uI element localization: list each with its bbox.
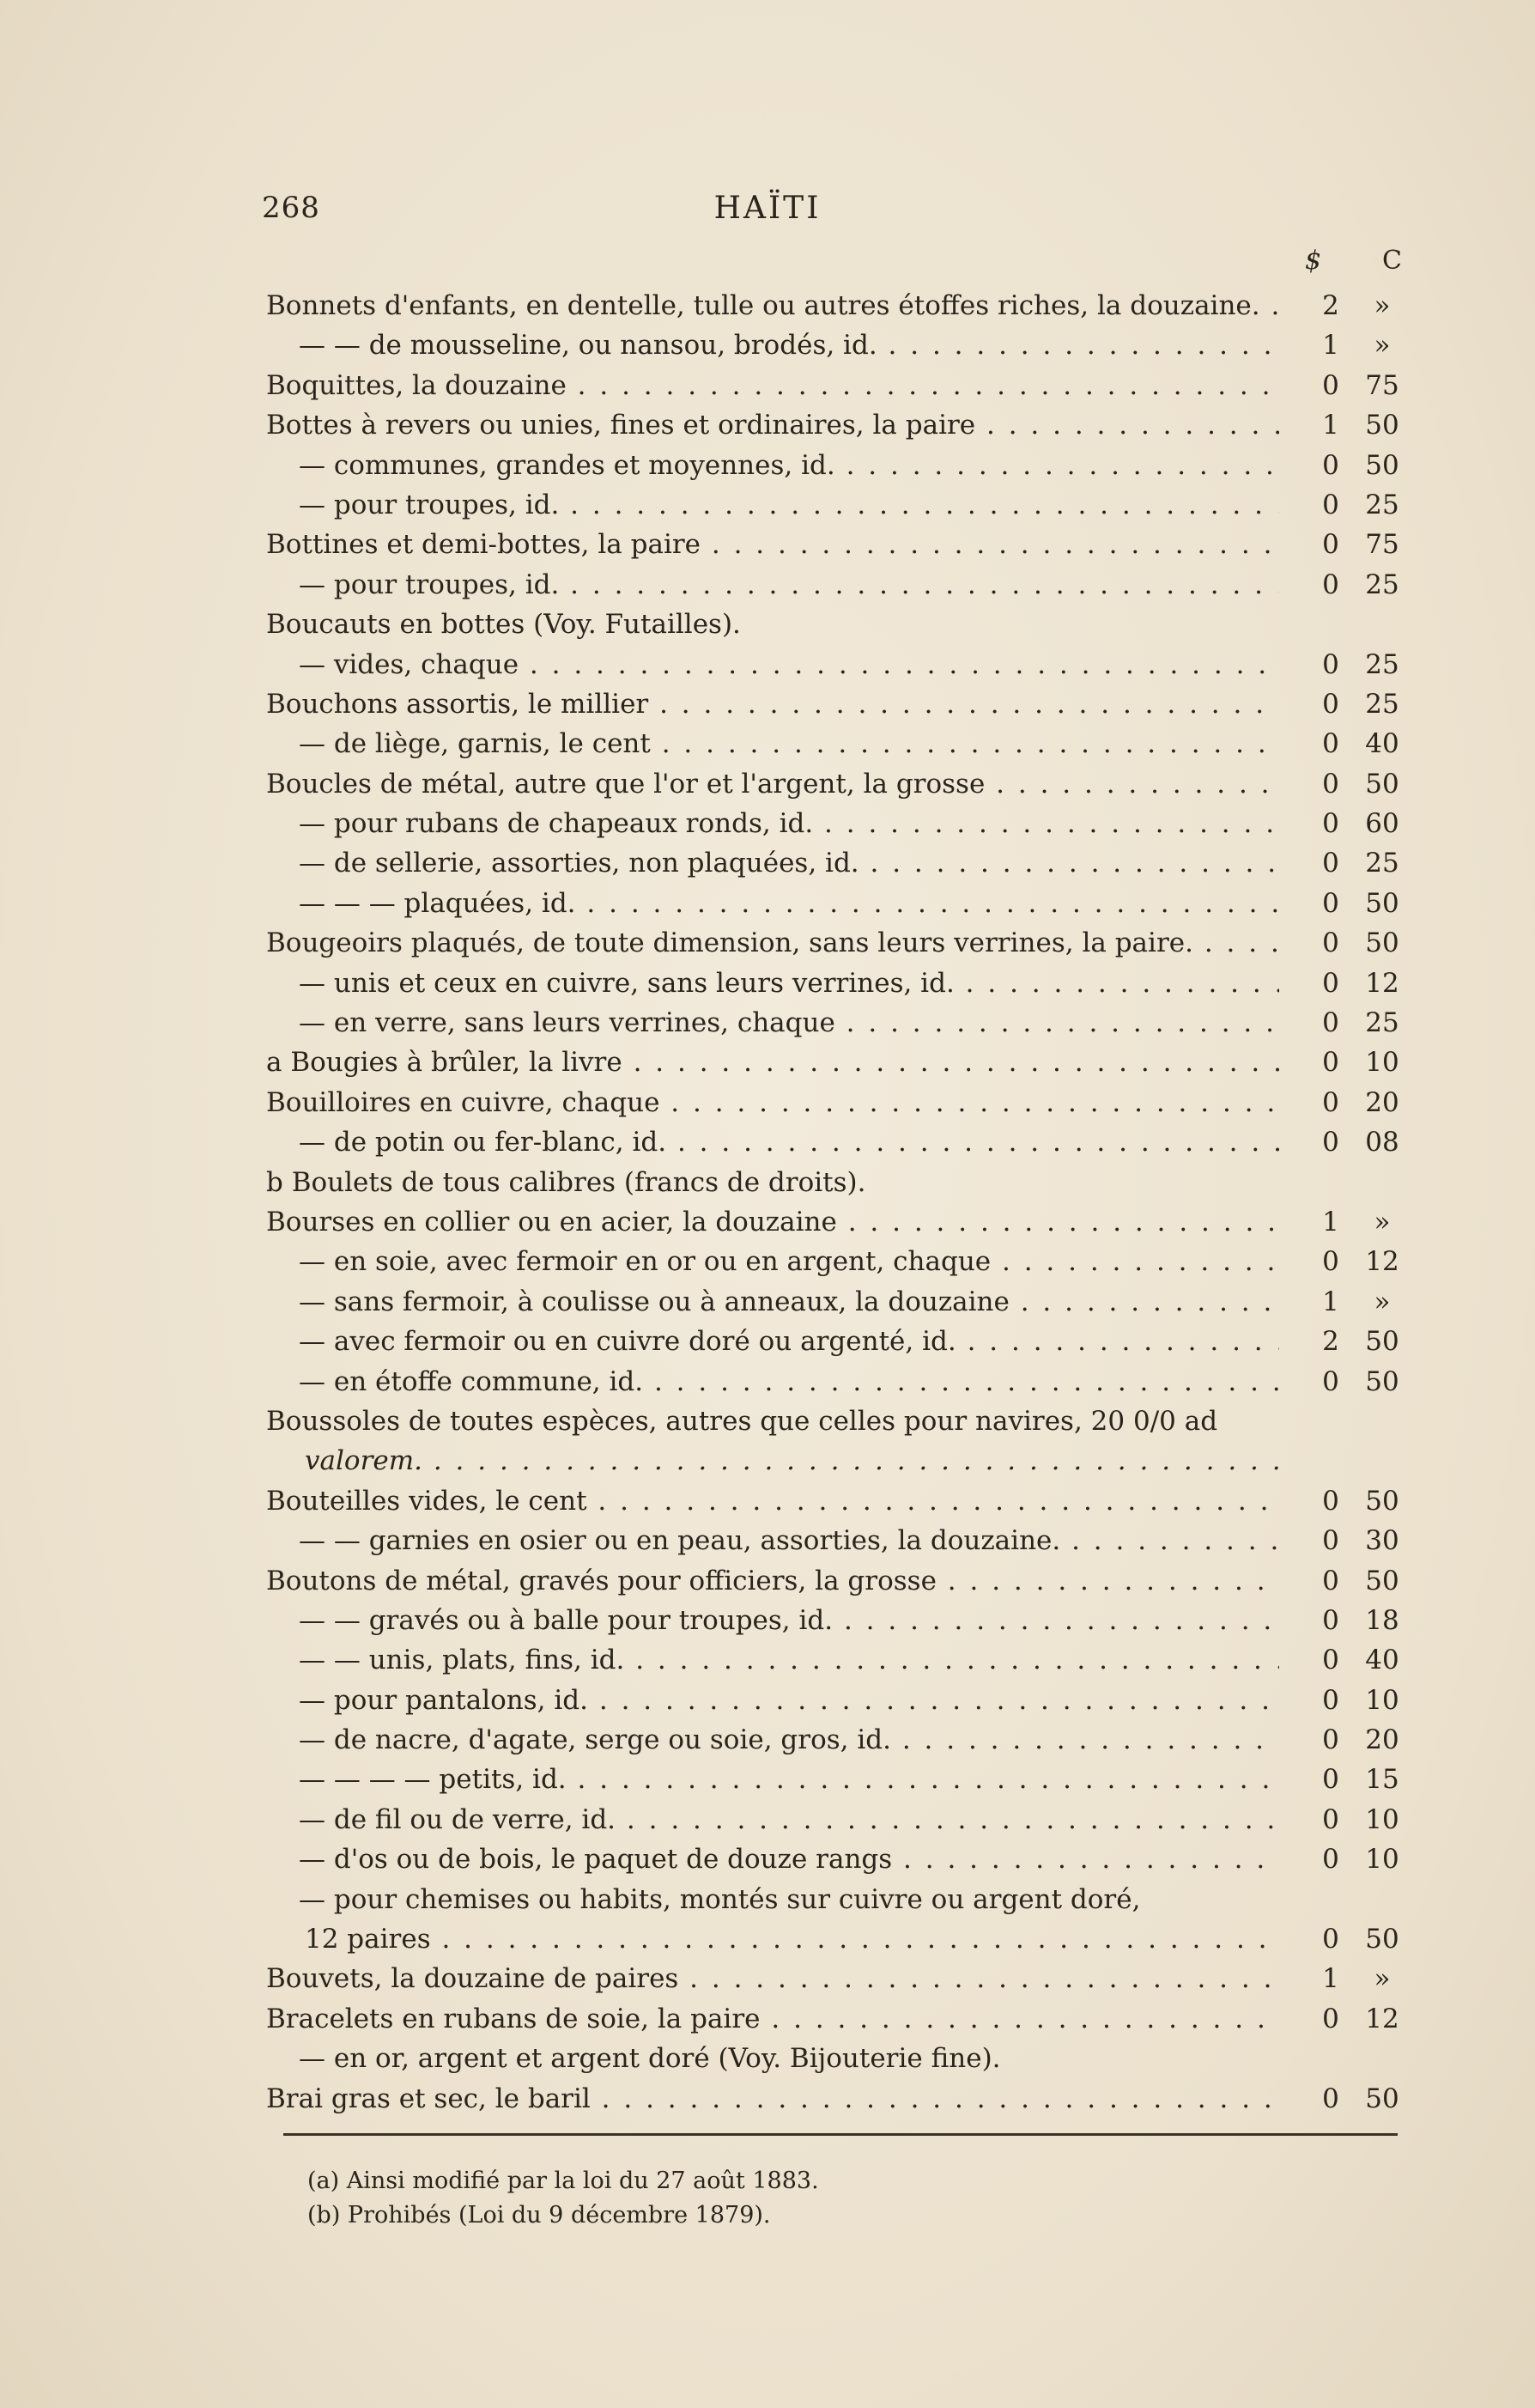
tariff-entry-row: [266, 605, 1399, 644]
entry-label: Boucles de métal, autre que l'or et l'argent, la grosse . . .: [266, 764, 1279, 804]
entry-cents: 50: [1365, 1565, 1399, 1596]
tariff-entry-row: [266, 1362, 1399, 1402]
tariff-entry-row: [266, 1163, 1399, 1202]
tariff-entry-row: [266, 964, 1399, 1003]
entry-cents: 60: [1365, 808, 1399, 840]
entry-dollars: 2: [1322, 290, 1339, 321]
entry-label: Boutons de métal, gravés pour officiers, la grosse . . .: [266, 1561, 1279, 1601]
tariff-entry-row: [266, 525, 1399, 564]
entry-cents: »: [1374, 1286, 1391, 1317]
entry-label: — pour pantalons, id. . . .: [299, 1681, 1279, 1720]
entry-label: — — garnies en osier ou en peau, assorties, la douzaine. . . .: [299, 1521, 1279, 1560]
entry-cents: 10: [1365, 1047, 1399, 1079]
tariff-entry-row: [266, 1640, 1399, 1680]
entry-label: Boucauts en bottes (Voy. Futailles).: [266, 609, 741, 641]
entry-cents: 50: [1365, 1326, 1399, 1358]
entry-label: Bouteilles vides, le cent . . .: [266, 1481, 1279, 1521]
footnote-rule: [283, 2133, 1398, 2136]
entry-cents: 50: [1365, 449, 1399, 481]
entry-dollars: 0: [1322, 848, 1339, 879]
entry-cents: 12: [1365, 1246, 1399, 1278]
tariff-entry-row: [266, 2039, 1399, 2078]
entry-label: Bonnets d'enfants, en dentelle, tulle ou autres étoffes riches, la douzaine. . . .: [266, 286, 1279, 325]
entry-label: — en étoffe commune, id. . . .: [299, 1362, 1279, 1402]
entry-dollars: 0: [1322, 2003, 1339, 2034]
entry-label: — communes, grandes et moyennes, id. . . .: [299, 446, 1279, 485]
entry-cents: 75: [1365, 529, 1399, 561]
tariff-entry-row: [266, 446, 1399, 485]
entry-cents: »: [1374, 330, 1391, 362]
entry-label: — de sellerie, assorties, non plaquées, id. . . .: [299, 843, 1279, 883]
page-number: 268: [262, 191, 320, 225]
cents-column-header: C: [1382, 246, 1402, 276]
entry-dollars: 1: [1322, 1286, 1339, 1317]
entry-dollars: 0: [1322, 1047, 1339, 1079]
tariff-entry-row: [266, 804, 1399, 843]
entry-label: — de fil ou de verre, id. . . .: [299, 1800, 1279, 1839]
entry-cents: 12: [1365, 967, 1399, 999]
entry-cents: 18: [1365, 1604, 1399, 1636]
entry-cents: 25: [1365, 569, 1399, 600]
entry-cents: »: [1374, 1206, 1391, 1237]
tariff-entry-row: [266, 1800, 1399, 1839]
entry-cents: »: [1374, 1963, 1391, 1995]
entry-dollars: 0: [1322, 1565, 1339, 1596]
entry-label: — d'os ou de bois, le paquet de douze rangs . . .: [299, 1839, 1279, 1879]
entry-dollars: 0: [1322, 1086, 1339, 1118]
entry-label: — pour troupes, id. . . .: [299, 565, 1279, 605]
entry-cents: 40: [1365, 728, 1399, 760]
tariff-entry-row: [266, 1521, 1399, 1560]
entry-dollars: 0: [1322, 529, 1339, 561]
entry-dollars: 1: [1322, 330, 1339, 362]
entry-cents: 20: [1365, 1086, 1399, 1118]
entry-cents: »: [1374, 290, 1391, 321]
tariff-entry-row: [266, 1003, 1399, 1043]
entry-label: Bouchons assortis, le millier . . .: [266, 684, 1279, 724]
entry-dollars: 0: [1322, 1645, 1339, 1676]
tariff-entry-row: [266, 1043, 1399, 1082]
entry-dollars: 0: [1322, 1007, 1339, 1039]
tariff-entry-row: [266, 1561, 1399, 1601]
entry-cents: 50: [1365, 2083, 1399, 2114]
tariff-entry-row: [266, 1202, 1399, 1242]
entry-cents: 25: [1365, 1007, 1399, 1039]
footnote-a: (a) Ainsi modifié par la loi du 27 août 1883.: [307, 2168, 819, 2194]
entry-cents: 50: [1365, 1485, 1399, 1517]
tariff-entry-row: [266, 1122, 1399, 1162]
entry-label: — de nacre, d'agate, serge ou soie, gros, id. . . .: [299, 1720, 1279, 1760]
entry-cents: 50: [1365, 1924, 1399, 1955]
entry-label: Bougeoirs plaqués, de toute dimension, sans leurs verrines, la paire. . . .: [266, 923, 1279, 963]
entry-label: — pour chemises ou habits, montés sur cuivre ou argent doré,: [299, 1883, 1141, 1915]
entry-label: — — gravés ou à balle pour troupes, id. . . .: [299, 1601, 1279, 1640]
entry-cents: 25: [1365, 489, 1399, 520]
entry-dollars: 0: [1322, 887, 1339, 919]
entry-cents: 25: [1365, 648, 1399, 680]
entry-dollars: 0: [1322, 648, 1339, 680]
tariff-entry-row: [266, 485, 1399, 525]
entry-cents: 10: [1365, 1684, 1399, 1716]
entry-label: — pour troupes, id. . . .: [299, 485, 1279, 525]
entry-dollars: 0: [1322, 1924, 1339, 1955]
entry-label: — — de mousseline, ou nansou, brodés, id. . . .: [299, 325, 1279, 365]
tariff-entry-row: [266, 1880, 1399, 1919]
entry-cents: 10: [1365, 1803, 1399, 1835]
tariff-entry-row: [266, 1282, 1399, 1322]
entry-dollars: 0: [1322, 1365, 1339, 1397]
entry-dollars: 0: [1322, 1724, 1339, 1756]
entry-label: Bourses en collier ou en acier, la douzaine . . .: [266, 1202, 1279, 1242]
entry-label: — en verre, sans leurs verrines, chaque . . .: [299, 1003, 1279, 1043]
entry-dollars: 0: [1322, 1844, 1339, 1876]
entry-dollars: 1: [1322, 410, 1339, 441]
entry-cents: 12: [1365, 2003, 1399, 2034]
entry-label: — — — — petits, id. . . .: [299, 1760, 1279, 1799]
entry-dollars: 0: [1322, 1485, 1339, 1517]
entry-dollars: 0: [1322, 728, 1339, 760]
entry-label: 12 paires . . .: [305, 1919, 1279, 1959]
entry-label: — avec fermoir ou en cuivre doré ou argenté, id. . . .: [299, 1322, 1279, 1361]
tariff-entry-row: [266, 1959, 1399, 1998]
entry-dollars: 0: [1322, 1246, 1339, 1278]
entry-label: — — unis, plats, fins, id. . . .: [299, 1640, 1279, 1680]
entry-label: Bouvets, la douzaine de paires . . .: [266, 1959, 1279, 1998]
tariff-entry-list: [266, 286, 1399, 2119]
entry-dollars: 0: [1322, 967, 1339, 999]
entry-label: — de potin ou fer-blanc, id. . . .: [299, 1122, 1279, 1162]
tariff-entry-row: [266, 1999, 1399, 2039]
entry-cents: 50: [1365, 887, 1399, 919]
entry-dollars: 0: [1322, 2083, 1339, 2114]
tariff-entry-row: [266, 565, 1399, 605]
entry-dollars: 0: [1322, 808, 1339, 840]
entry-label: — vides, chaque . . .: [299, 645, 1279, 684]
tariff-entry-row: [266, 1919, 1399, 1959]
tariff-entry-row: [266, 1481, 1399, 1521]
tariff-entry-row: [266, 1720, 1399, 1760]
tariff-entry-row: [266, 764, 1399, 804]
tariff-entry-row: [266, 884, 1399, 923]
tariff-entry-row: [266, 1083, 1399, 1122]
entry-label: Brai gras et sec, le baril . . .: [266, 2079, 1279, 2119]
entry-dollars: 0: [1322, 1525, 1339, 1557]
tariff-entry-row: [266, 1242, 1399, 1281]
entry-label: Boussoles de toutes espèces, autres que celles pour navires, 20 0/0 ad: [266, 1405, 1218, 1437]
tariff-entry-row: [266, 1839, 1399, 1879]
entry-label: — unis et ceux en cuivre, sans leurs verrines, id. . . .: [299, 964, 1279, 1003]
tariff-entry-row: [266, 645, 1399, 684]
tariff-entry-row: [266, 923, 1399, 963]
entry-cents: 20: [1365, 1724, 1399, 1756]
entry-cents: 15: [1365, 1764, 1399, 1796]
entry-dollars: 0: [1322, 369, 1339, 401]
entry-cents: 75: [1365, 369, 1399, 401]
entry-label: Bottes à revers ou unies, fines et ordinaires, la paire . . .: [266, 405, 1279, 445]
tariff-entry-row: [266, 1441, 1399, 1481]
entry-dollars: 0: [1322, 1764, 1339, 1796]
tariff-entry-row: [266, 1760, 1399, 1799]
tariff-entry-row: [266, 1601, 1399, 1640]
footnote-b: (b) Prohibés (Loi du 9 décembre 1879).: [307, 2202, 771, 2229]
entry-label: — en soie, avec fermoir en or ou en argent, chaque . . .: [299, 1242, 1279, 1281]
entry-dollars: 0: [1322, 1604, 1339, 1636]
tariff-entry-row: [266, 2079, 1399, 2119]
tariff-entry-row: [266, 325, 1399, 365]
entry-dollars: 0: [1322, 927, 1339, 959]
entry-label: — de liège, garnis, le cent . . .: [299, 724, 1279, 763]
entry-dollars: 0: [1322, 449, 1339, 481]
tariff-entry-row: [266, 684, 1399, 724]
tariff-entry-row: [266, 843, 1399, 883]
entry-dollars: 0: [1322, 688, 1339, 720]
entry-label: Bouilloires en cuivre, chaque . . .: [266, 1083, 1279, 1122]
entry-label: Boquittes, la douzaine . . .: [266, 366, 1279, 405]
entry-dollars: 0: [1322, 1684, 1339, 1716]
tariff-entry-row: [266, 1681, 1399, 1720]
tariff-entry-row: [266, 405, 1399, 445]
tariff-entry-row: [266, 1402, 1399, 1441]
entry-label: — — — plaquées, id. . . .: [299, 884, 1279, 923]
entry-dollars: 0: [1322, 569, 1339, 600]
entry-dollars: 1: [1322, 1963, 1339, 1995]
entry-cents: 40: [1365, 1645, 1399, 1676]
tariff-entry-row: [266, 366, 1399, 405]
entry-cents: 08: [1365, 1127, 1399, 1158]
entry-label: Bottines et demi-bottes, la paire . . .: [266, 525, 1279, 564]
tariff-entry-row: [266, 286, 1399, 325]
entry-cents: 50: [1365, 768, 1399, 800]
dollar-column-header: $: [1305, 246, 1322, 276]
entry-cents: 10: [1365, 1844, 1399, 1876]
entry-label: — pour rubans de chapeaux ronds, id. . . .: [299, 804, 1279, 843]
entry-label: — sans fermoir, à coulisse ou à anneaux, la douzaine . . .: [299, 1282, 1279, 1322]
entry-dollars: 0: [1322, 768, 1339, 800]
entry-cents: 50: [1365, 927, 1399, 959]
entry-label: b Boulets de tous calibres (francs de droits).: [266, 1166, 866, 1198]
entry-dollars: 2: [1322, 1326, 1339, 1358]
tariff-entry-row: [266, 1322, 1399, 1361]
entry-cents: 25: [1365, 848, 1399, 879]
tariff-entry-row: [266, 724, 1399, 763]
footnotes: [307, 2164, 819, 2233]
entry-label: valorem. . . .: [305, 1441, 1279, 1481]
entry-cents: 25: [1365, 688, 1399, 720]
entry-label: — en or, argent et argent doré (Voy. Bijouterie fine).: [299, 2043, 1001, 2075]
entry-cents: 50: [1365, 1365, 1399, 1397]
entry-cents: 50: [1365, 410, 1399, 441]
entry-label: a Bougies à brûler, la livre . . .: [266, 1043, 1279, 1082]
running-head: HAÏTI: [713, 191, 822, 226]
entry-label: Bracelets en rubans de soie, la paire . . .: [266, 1999, 1279, 2039]
entry-cents: 30: [1365, 1525, 1399, 1557]
entry-dollars: 0: [1322, 1127, 1339, 1158]
entry-dollars: 0: [1322, 1803, 1339, 1835]
entry-dollars: 1: [1322, 1206, 1339, 1237]
entry-dollars: 0: [1322, 489, 1339, 520]
